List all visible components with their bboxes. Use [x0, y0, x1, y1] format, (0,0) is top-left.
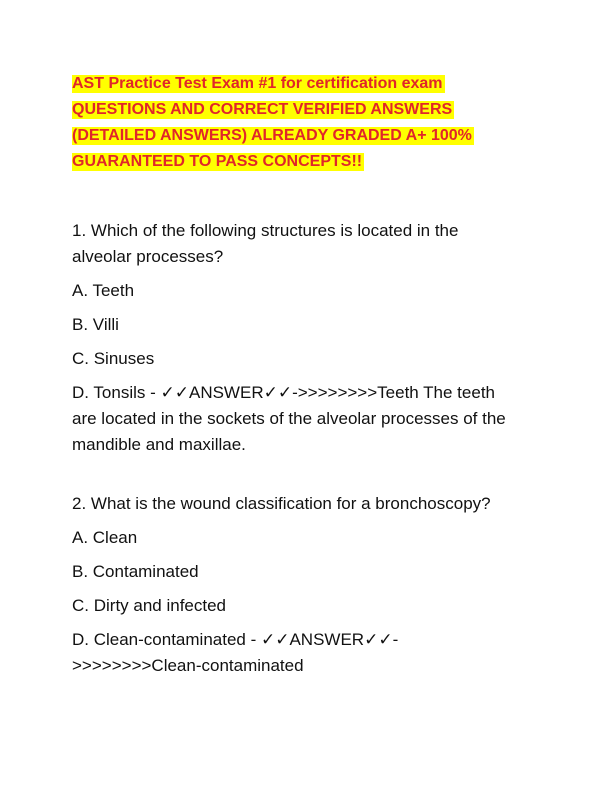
option-b: B. Villi [72, 315, 119, 334]
title-line: QUESTIONS AND CORRECT VERIFIED ANSWERS [72, 101, 453, 118]
question-text [72, 218, 542, 270]
option-a: A. Teeth [72, 281, 135, 300]
title-line: AST Practice Test Exam #1 for certification exam [72, 75, 443, 92]
question-text-line: 2. What is the wound classification for a bronchoscopy? [72, 494, 491, 513]
document-title [72, 71, 542, 175]
document-page [72, 71, 542, 679]
option-d-answer [72, 380, 542, 458]
question-1 [72, 218, 542, 458]
question-2 [72, 491, 542, 679]
answer-line: are located in the sockets of the alveolar processes of the [72, 409, 506, 428]
option-d-answer [72, 627, 542, 679]
option-c: C. Dirty and infected [72, 596, 227, 615]
question-text-line: 1. Which of the following structures is located in the [72, 221, 459, 240]
answer-line: D. Clean-contaminated - ✓✓ANSWER✓✓- [72, 630, 399, 649]
title-line: (DETAILED ANSWERS) ALREADY GRADED A+ 100% [72, 127, 472, 144]
answer-line: >>>>>>>>Clean-contaminated [72, 656, 304, 675]
option-a: A. Clean [72, 528, 138, 547]
title-line: GUARANTEED TO PASS CONCEPTS!! [72, 153, 363, 170]
option-b: B. Contaminated [72, 562, 199, 581]
answer-line: D. Tonsils - ✓✓ANSWER✓✓->>>>>>>>Teeth The teeth [72, 383, 495, 402]
option-c: C. Sinuses [72, 349, 155, 368]
question-text [72, 491, 542, 517]
answer-line: mandible and maxillae. [72, 435, 246, 454]
question-text-line: alveolar processes? [72, 247, 224, 266]
